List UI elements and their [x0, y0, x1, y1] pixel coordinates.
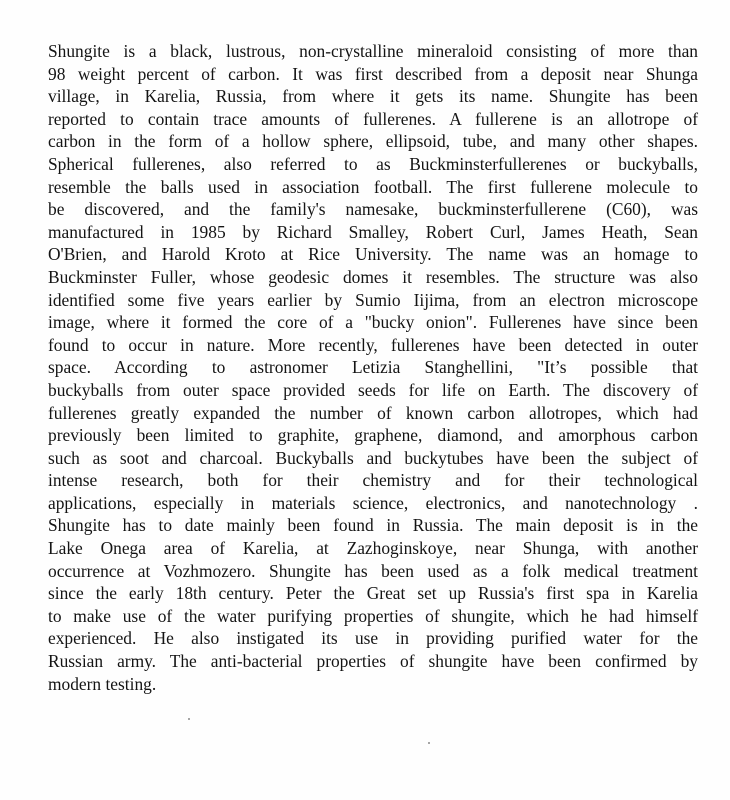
text-line: Russian army. The anti-bacterial properties of shungite have been confirmed by	[48, 651, 698, 672]
text-line: to make use of the water purifying properties of shungite, which he had himself	[48, 605, 698, 626]
text-line: modern testing.	[48, 673, 157, 694]
text-line: occurrence at Vozhmozero. Shungite has been used as a folk medical treatment	[48, 560, 698, 581]
text-line: previously been limited to graphite, graphene, diamond, and amorphous carbon	[48, 425, 698, 446]
text-line: 98 weight percent of carbon. It was first described from a deposit near Shunga	[48, 63, 698, 84]
text-line: Buckminster Fuller, whose geodesic domes it resembles. The structure was also	[48, 266, 698, 287]
scan-speck	[428, 742, 430, 744]
text-line: manufactured in 1985 by Richard Smalley, Robert Curl, James Heath, Sean	[48, 221, 698, 242]
text-line: identified some five years earlier by Sumio Iijima, from an electron microscope	[48, 289, 698, 310]
text-line: carbon in the form of a hollow sphere, ellipsoid, tube, and many other shapes.	[48, 131, 698, 152]
text-line: resemble the balls used in association football. The first fullerene molecule to	[48, 176, 698, 197]
text-line: be discovered, and the family's namesake, buckminsterfullerene (C60), was	[48, 199, 698, 220]
text-line: applications, especially in materials science, electronics, and nanotechnology .	[48, 492, 698, 513]
text-line: experienced. He also instigated its use in providing purified water for the	[48, 628, 698, 649]
text-line: found to occur in nature. More recently, fullerenes have been detected in outer	[48, 334, 698, 355]
body-paragraph	[48, 40, 698, 695]
text-line: reported to contain trace amounts of fullerenes. A fullerene is an allotrope of	[48, 108, 698, 129]
text-line: intense research, both for their chemistry and for their technological	[48, 470, 698, 491]
text-line: space. According to astronomer Letizia Stanghellini, "It’s possible that	[48, 357, 698, 378]
text-line: village, in Karelia, Russia, from where it gets its name. Shungite has been	[48, 86, 698, 107]
text-line: since the early 18th century. Peter the Great set up Russia's first spa in Karelia	[48, 583, 698, 604]
text-line: image, where it formed the core of a "bucky onion". Fullerenes have since been	[48, 312, 698, 333]
text-line: Lake Onega area of Karelia, at Zazhoginskoye, near Shunga, with another	[48, 538, 698, 559]
text-line: Spherical fullerenes, also referred to as Buckminsterfullerenes or buckyballs,	[48, 153, 698, 174]
text-line: buckyballs from outer space provided seeds for life on Earth. The discovery of	[48, 379, 698, 400]
scan-speck	[188, 718, 190, 720]
text-line: O'Brien, and Harold Kroto at Rice University. The name was an homage to	[48, 244, 698, 265]
text-line: fullerenes greatly expanded the number of known carbon allotropes, which had	[48, 402, 698, 423]
text-line: such as soot and charcoal. Buckyballs and buckytubes have been the subject of	[48, 447, 698, 468]
text-line: Shungite is a black, lustrous, non-crystalline mineraloid consisting of more than	[48, 41, 698, 61]
text-line: Shungite has to date mainly been found in Russia. The main deposit is in the	[48, 515, 698, 536]
